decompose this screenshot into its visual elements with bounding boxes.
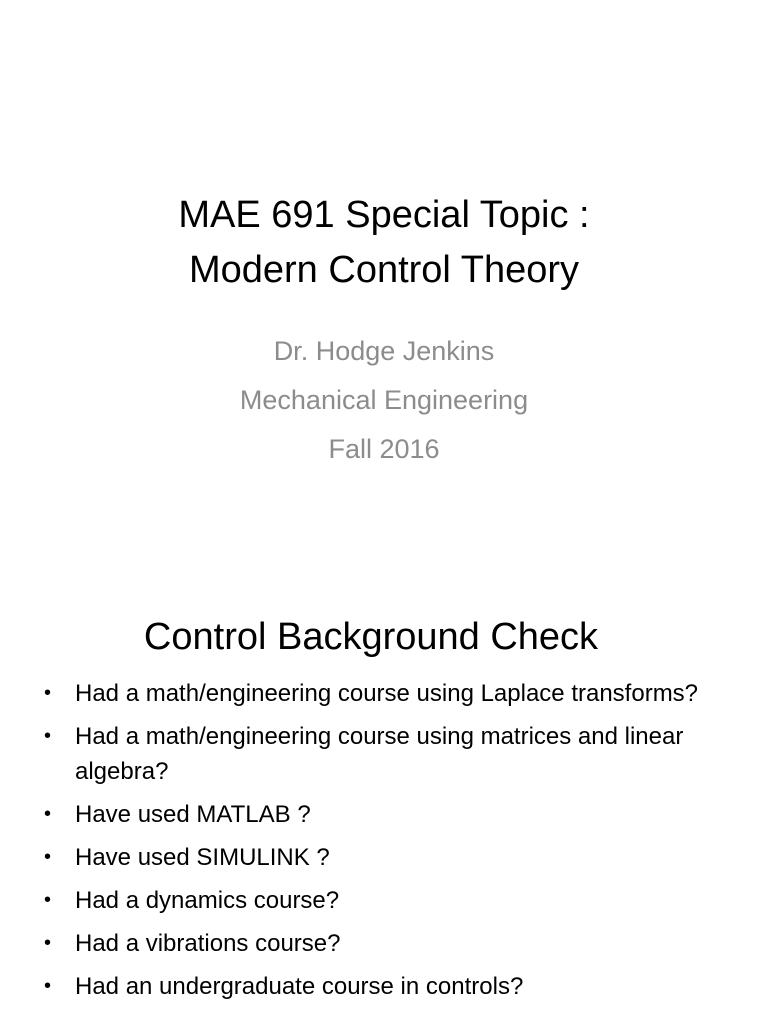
bullet-item	[44, 797, 744, 832]
bullet-text: Had a math/engineering course using matrices and linear algebra?	[75, 723, 684, 785]
bullet-text: Had a math/engineering course using Laplace transforms?	[75, 680, 699, 707]
bullet-icon: •	[44, 846, 52, 868]
department: Mechanical Engineering	[239, 385, 529, 415]
slide-title-line-2: Modern Control Theory	[188, 249, 580, 291]
bullet-item	[44, 719, 744, 789]
bullet-item	[44, 883, 744, 918]
bullet-text: Had a vibrations course?	[75, 930, 341, 957]
bullet-text: Had an undergraduate course in controls?	[75, 973, 524, 1000]
bullet-icon: •	[44, 975, 52, 997]
bullet-icon: •	[44, 932, 52, 954]
presenter-name: Dr. Hodge Jenkins	[273, 336, 495, 366]
bullet-item	[44, 969, 744, 1004]
bullet-icon: •	[44, 725, 52, 747]
bullet-icon: •	[44, 682, 52, 704]
bullet-text: Have used SIMULINK ?	[75, 844, 330, 871]
slide-2-title: Control Background Check	[143, 616, 599, 658]
bullet-list	[44, 676, 744, 1012]
bullet-text: Have used MATLAB ?	[75, 801, 311, 828]
bullet-item	[44, 926, 744, 961]
bullet-item	[44, 840, 744, 875]
bullet-icon: •	[44, 889, 52, 911]
bullet-text: Had a dynamics course?	[75, 887, 340, 914]
bullet-item	[44, 676, 744, 711]
bullet-icon: •	[44, 803, 52, 825]
term: Fall 2016	[328, 434, 440, 464]
slide-title-line-1: MAE 691 Special Topic :	[178, 194, 590, 236]
